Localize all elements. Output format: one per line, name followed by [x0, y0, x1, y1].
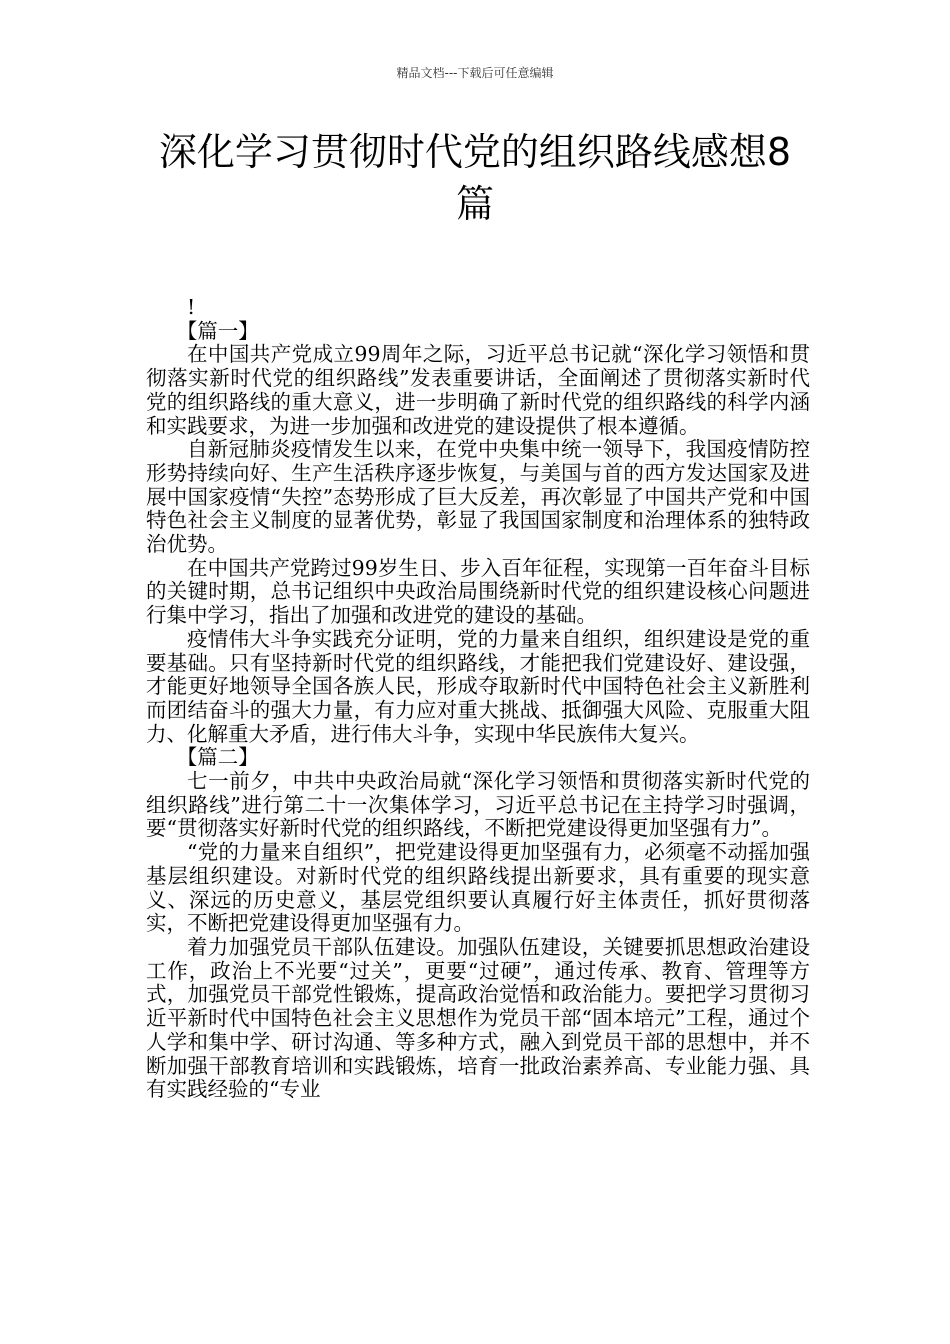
section-heading-2: 【篇二】 [176, 745, 259, 770]
paragraph: 疫情伟大斗争实践充分证明，党的力量来自组织，组织建设是党的重要基础。只有坚持新时代党的组织路线，才能把我们党建设好、建设强，才能更好地领导全国各族人民，形成夺取新时代中国特色社会主义新胜利而团结奋斗的强大力量，有力应对重大挑战、抵御强大风险、克服重大阻力、化解重大矛盾，进行伟大斗争，实现中华民族伟大复兴。 [146, 626, 810, 746]
paragraph: 七一前夕，中共中央政治局就“深化学习领悟和贯彻落实新时代党的组织路线”进行第二十一次集体学习，习近平总书记在主持学习时强调，要“贯彻落实好新时代党的组织路线，不断把党建设得更加坚强有力”。 [146, 769, 810, 841]
paragraph: “党的力量来自组织”，把党建设得更加坚强有力，必须毫不动摇加强基层组织建设。对新时代党的组织路线提出新要求，具有重要的现实意义、深远的历史意义，基层党组织要认真履行好主体责任，抓好贯彻落实，不断把党建设得更加坚强有力。 [146, 840, 810, 936]
header-note: 精品文档---下载后可任意编辑 [396, 66, 554, 80]
paragraph: 在中国共产党成立99周年之际，习近平总书记就“深化学习领悟和贯彻落实新时代党的组织路线”发表重要讲话，全面阐述了贯彻落实新时代党的组织路线的重大意义，进一步明确了新时代党的组织路线的科学内涵和实践要求，为进一步加强和改进党的建设提供了根本遵循。 [146, 342, 810, 438]
document-body [146, 296, 810, 1102]
exclamation-mark: ! [187, 295, 196, 319]
paragraph: 在中国共产党跨过99岁生日、步入百年征程，实现第一百年奋斗目标的关键时期，总书记组织中央政治局围绕新时代党的组织建设核心问题进行集中学习，指出了加强和改进党的建设的基础。 [146, 555, 810, 628]
paragraph: 着力加强党员干部队伍建设。加强队伍建设，关键要抓思想政治建设工作，政治上不光要“过关”，更要“过硬”，通过传承、教育、管理等方式，加强党员干部党性锻炼，提高政治觉悟和政治能力。要把学习贯彻习近平新时代中国特色社会主义思想作为党员干部“固本培元”工程，通过个人学和集中学、研讨沟通、等多种方式，融入到党员干部的思想中，并不断加强干部教育培训和实践锻炼，培育一批政治素养高、专业能力强、具有实践经验的“专业 [146, 934, 810, 1102]
paragraph: 自新冠肺炎疫情发生以来，在党中央集中统一领导下，我国疫情防控形势持续向好、生产生活秩序逐步恢复，与美国与首的西方发达国家及进展中国家疫情“失控”态势形成了巨大反差，再次彰显了中国共产党和中国特色社会主义制度的显著优势，彰显了我国国家制度和治理体系的独特政治优势。 [146, 437, 810, 557]
document-title: 深化学习贯彻时代党的组织路线感想8篇 [158, 130, 792, 226]
section-heading-1: 【篇一】 [176, 318, 259, 343]
